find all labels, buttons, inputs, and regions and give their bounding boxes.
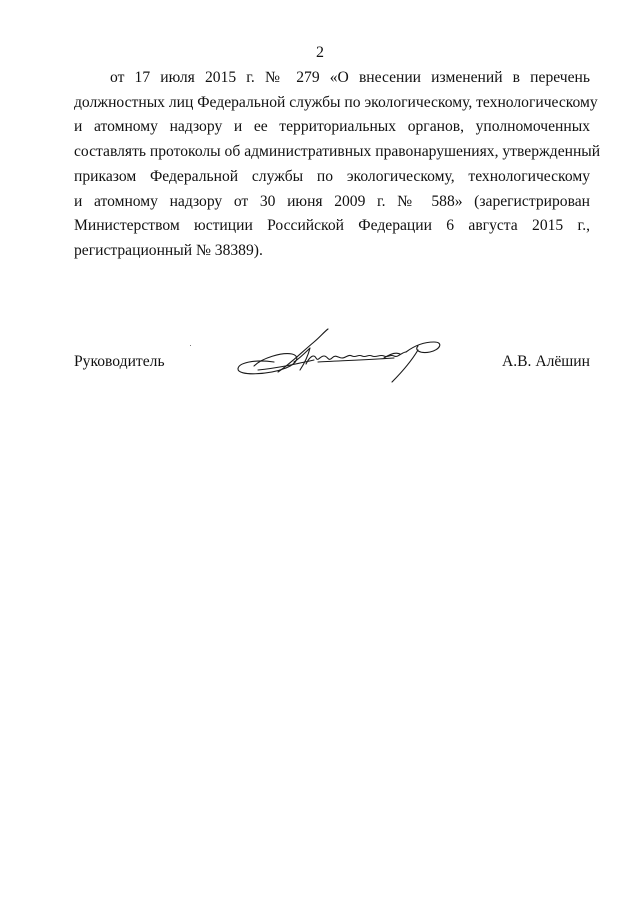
- body-line: и атомному надзору и ее территориальных органов, уполномоченных: [74, 118, 590, 136]
- page-number: 2: [316, 44, 324, 61]
- body-line: составлять протоколы об административных правонарушениях, утвержденный: [74, 143, 601, 161]
- signer-name: А.В. Алёшин: [501, 353, 590, 370]
- body-line: Министерством юстиции Российской Федерации 6 августа 2015 г.,: [74, 217, 590, 235]
- body-line: должностных лиц Федеральной службы по экологическому, технологическому: [74, 93, 598, 111]
- handwritten-signature: [234, 328, 458, 384]
- document-body: [74, 66, 601, 264]
- body-line: регистрационный № 38389).: [74, 241, 263, 259]
- body-line: от 17 июля 2015 г. № 279 «О внесении изменений в перечень: [110, 69, 590, 86]
- scan-speck: [190, 345, 191, 346]
- body-line: приказом Федеральной службы по экологическому, технологическому: [74, 167, 590, 185]
- position-title: Руководитель: [74, 353, 165, 370]
- body-line: и атомному надзору от 30 июня 2009 г. № 588» (зарегистрирован: [74, 192, 590, 210]
